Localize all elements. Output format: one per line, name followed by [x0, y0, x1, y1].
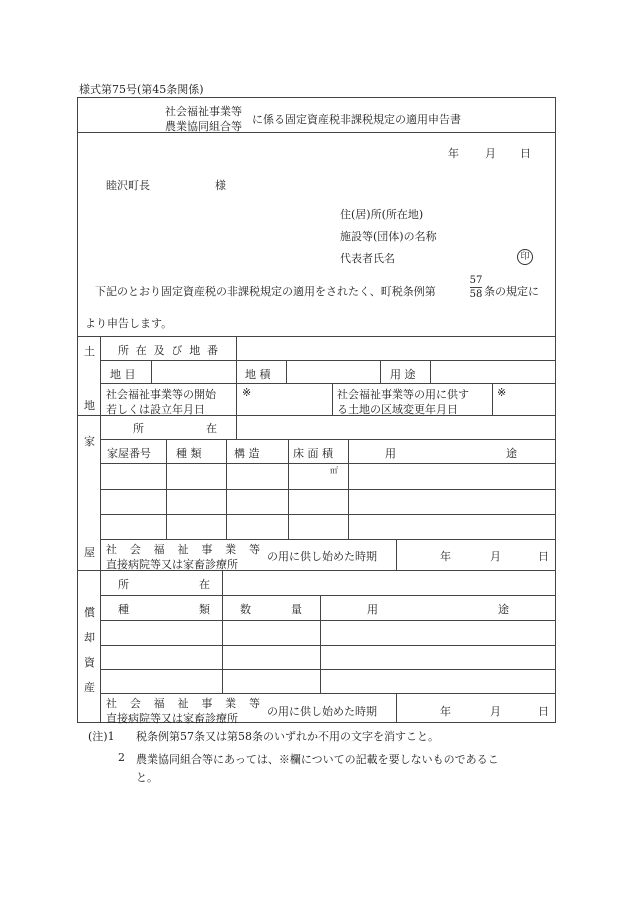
note-1-text: 税条例第57条又は第58条のいずれか不用の文字を消すこと。: [136, 730, 439, 743]
depreciable-col-use: 用 途: [367, 603, 509, 616]
land-category-label: 地 目: [110, 368, 136, 381]
land-side-char-1: 土: [84, 345, 95, 358]
house-start-day: 日: [538, 550, 549, 563]
depreciable-col-type: 種 類: [118, 603, 210, 616]
land-mark-2: ※: [497, 386, 507, 399]
house-col-number: 家屋番号: [107, 447, 151, 460]
land-start-label-1: 社会福祉事業等の開始: [106, 388, 216, 401]
body-text-2: 条の規定に: [484, 285, 539, 298]
house-start-year: 年: [440, 550, 451, 563]
title-line-2: 農業協同組合等: [165, 120, 242, 133]
depreciable-start-day: 日: [538, 705, 549, 718]
article-number-bottom: 58: [469, 289, 483, 300]
seal-mark: 印: [517, 249, 533, 265]
depreciable-start-month: 月: [490, 705, 501, 718]
representative-label: 代表者氏名: [340, 252, 395, 265]
house-start-label-2: 直接病院等又は家畜診療所: [106, 558, 238, 571]
depreciable-side-char-4: 産: [84, 681, 95, 694]
land-change-label-2: る土地の区域変更年月日: [337, 403, 458, 416]
note-2-text-2: と。: [136, 771, 158, 784]
form-number: 様式第75号(第45条関係): [79, 83, 204, 96]
land-location-label: 所 在 及 び 地 番: [118, 344, 218, 357]
honorific: 様: [215, 179, 226, 192]
house-col-structure: 構 造: [234, 447, 260, 460]
note-2-number: 2: [118, 751, 125, 764]
depreciable-side-char-3: 資: [84, 656, 95, 669]
house-col-use: 用 途: [385, 447, 517, 460]
note-2-text-1: 農業協同組合等にあっては、※欄についての記載を要しないものであるこ: [136, 753, 499, 766]
title-line-1: 社会福祉事業等: [165, 105, 242, 118]
title-suffix: に係る固定資産税非課税規定の適用申告書: [252, 113, 461, 126]
house-unit-sqm: ㎡: [330, 466, 338, 475]
depreciable-location-label: 所 在: [118, 578, 210, 591]
land-start-label-2: 若しくは設立年月日: [106, 403, 205, 416]
addressee: 睦沢町長: [106, 179, 150, 192]
note-1-prefix: (注)1: [88, 730, 115, 743]
depreciable-side-char-1: 償: [84, 606, 95, 619]
house-start-label-1: 社 会 福 祉 事 業 等: [106, 543, 260, 556]
house-col-floor-area: 床 面 積: [293, 447, 333, 460]
body-text-1: 下記のとおり固定資産税の非課税規定の適用をされたく、町税条例第: [95, 285, 436, 298]
house-start-suffix: の用に供し始めた時期: [267, 550, 377, 563]
article-number-top: 57: [469, 275, 483, 286]
house-side-char-2: 屋: [84, 546, 95, 559]
house-col-type: 種 類: [176, 447, 202, 460]
facility-label: 施設等(団体)の名称: [340, 230, 437, 243]
date-month: 月: [485, 147, 496, 160]
depreciable-side-char-2: 却: [84, 631, 95, 644]
house-side-char-1: 家: [84, 435, 95, 448]
land-change-label-1: 社会福祉事業等の用に供す: [337, 388, 469, 401]
land-side-char-2: 地: [84, 399, 95, 412]
date-day: 日: [520, 147, 531, 160]
depreciable-col-quantity: 数 量: [240, 603, 302, 616]
depreciable-start-suffix: の用に供し始めた時期: [267, 705, 377, 718]
depreciable-start-label-2: 直接病院等又は家畜診療所: [106, 712, 238, 725]
house-location-label: 所 在: [133, 422, 217, 435]
land-area-label: 地 積: [245, 368, 271, 381]
body-text-3: より申告します。: [85, 317, 173, 330]
depreciable-start-label-1: 社 会 福 祉 事 業 等: [106, 697, 260, 710]
date-year: 年: [448, 147, 459, 160]
address-label: 住(居)所(所在地): [340, 208, 424, 221]
land-mark-1: ※: [242, 386, 252, 399]
house-start-month: 月: [490, 550, 501, 563]
depreciable-start-year: 年: [440, 705, 451, 718]
land-use-label: 用 途: [390, 368, 416, 381]
